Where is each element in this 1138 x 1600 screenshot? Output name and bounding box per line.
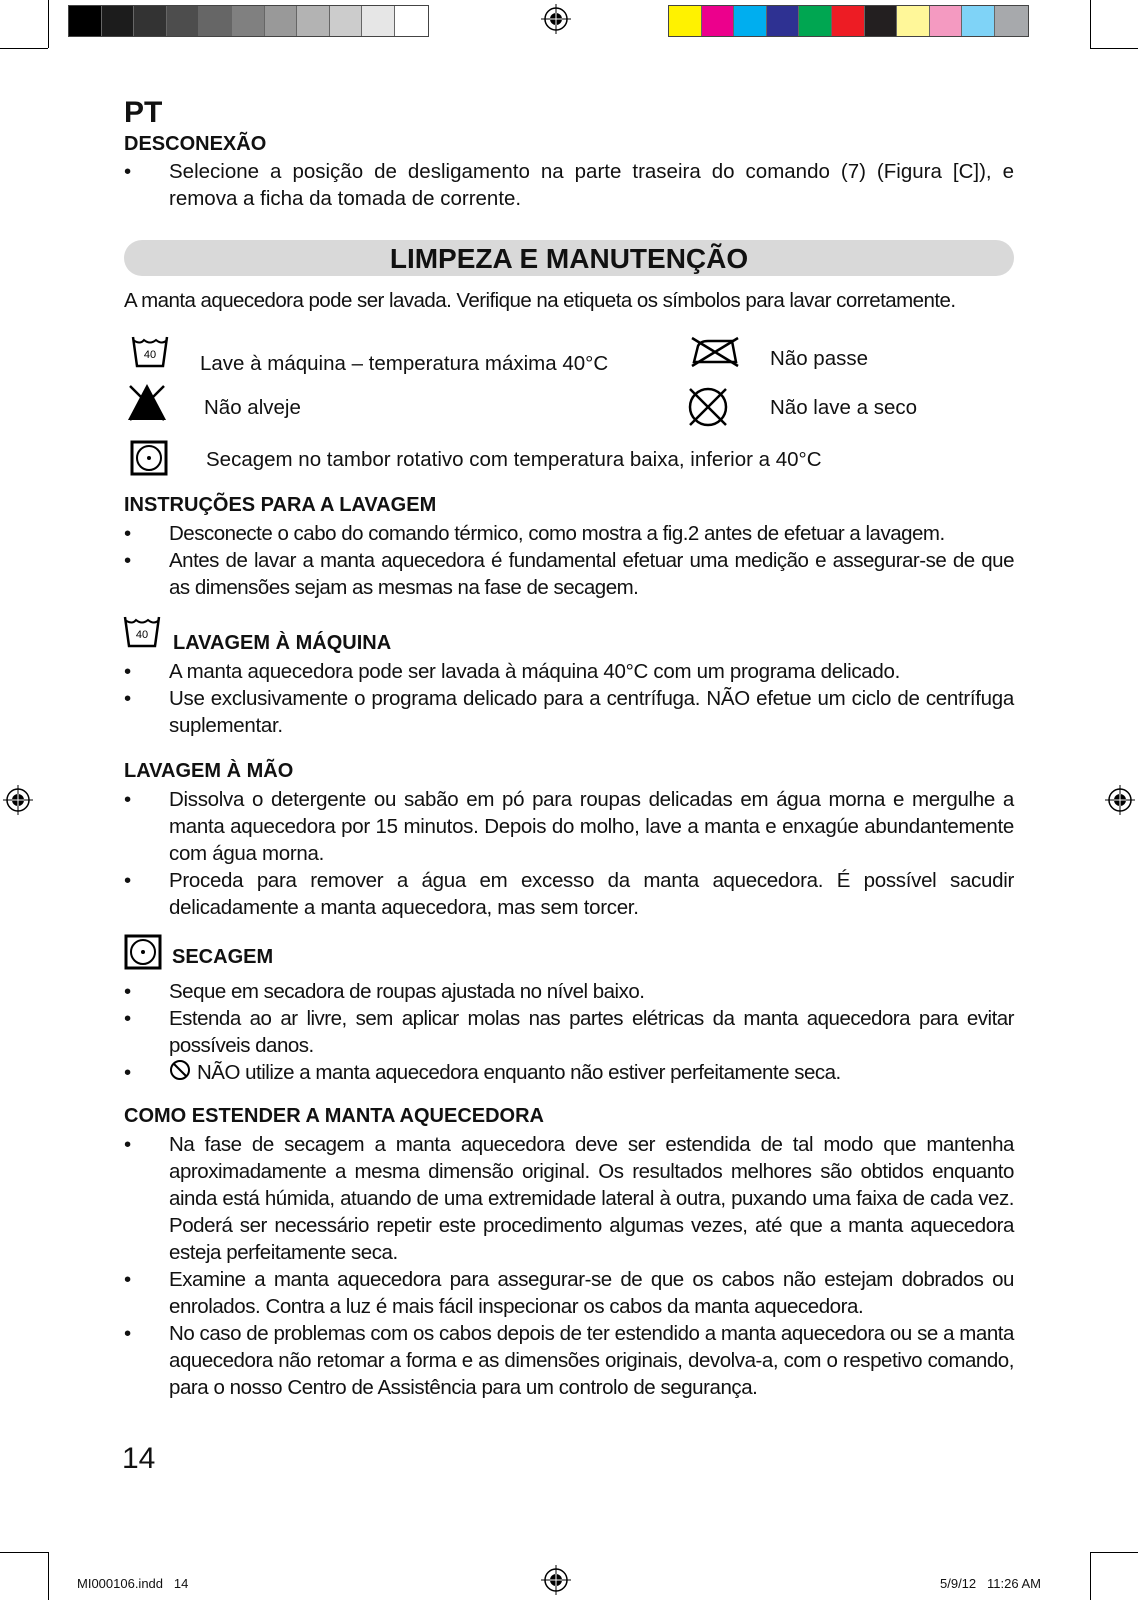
disconnect-list xyxy=(124,158,1014,212)
list-item: • Proceda para remover a água em excesso da manta aquecedora. É possível sacudir delicadamente a manta aquecedora, mas sem torcer. xyxy=(124,869,1014,919)
list-item: • Dissolva o detergente ou sabão em pó para roupas delicadas em água morna e mergulhe a manta aquecedora por 15 minutos. Depois do molho, lave a manta e enxagúe abundantemente com água morna. xyxy=(124,788,1014,865)
footer-file: MI000106.indd 14 xyxy=(77,1576,189,1591)
list-item: • A manta aquecedora pode ser lavada à máquina 40°C com um programa delicado. xyxy=(124,660,900,683)
gray-swatch xyxy=(265,6,298,36)
crop-mark xyxy=(1090,1552,1091,1600)
no-dryclean-icon xyxy=(686,386,730,428)
crop-mark xyxy=(48,1552,49,1600)
section-heading-spread: COMO ESTENDER A MANTA AQUECEDORA xyxy=(124,1105,544,1127)
tumble-dry-low-icon xyxy=(130,440,168,476)
color-swatch xyxy=(669,6,702,36)
crop-mark xyxy=(1090,1552,1138,1553)
color-swatch xyxy=(767,6,800,36)
color-swatch xyxy=(799,6,832,36)
registration-mark-icon xyxy=(3,785,33,815)
color-bar xyxy=(668,5,1029,37)
crop-mark xyxy=(0,48,48,49)
crop-mark xyxy=(1090,0,1091,48)
drying-list xyxy=(124,978,1014,1086)
gray-swatch xyxy=(330,6,363,36)
tumble-dry-low-icon xyxy=(124,934,162,970)
color-swatch xyxy=(832,6,865,36)
gray-swatch xyxy=(297,6,330,36)
color-swatch xyxy=(865,6,898,36)
registration-mark-icon xyxy=(541,1565,571,1595)
gray-swatch xyxy=(362,6,395,36)
list-item: • Use exclusivamente o programa delicado para a centrífuga. NÃO efetue um ciclo de centrífuga suplementar. xyxy=(124,687,1014,737)
color-swatch xyxy=(702,6,735,36)
list-item: • Examine a manta aquecedora para assegurar-se de que os cabos não estejam dobrados ou enrolados. Contra a luz é mais fácil inspecionar os cabos da manta aquecedora. xyxy=(124,1268,1014,1318)
care-label-no-iron: Não passe xyxy=(770,347,869,370)
gray-swatch xyxy=(395,6,428,36)
prohibited-icon xyxy=(169,1059,191,1081)
section-heading-drying: SECAGEM xyxy=(172,946,274,968)
color-swatch xyxy=(962,6,995,36)
machine-wash-list xyxy=(124,658,1014,739)
crop-mark xyxy=(48,0,49,48)
section-banner: LIMPEZA E MANUTENÇÃO xyxy=(124,240,1014,276)
svg-text:40: 40 xyxy=(143,349,157,361)
gray-swatch xyxy=(232,6,265,36)
list-item: • Seque em secadora de roupas ajustada no nível baixo. xyxy=(124,980,645,1003)
wash-40-icon xyxy=(130,334,170,370)
no-bleach-icon xyxy=(126,382,168,422)
gray-swatch xyxy=(199,6,232,36)
grayscale-bar xyxy=(68,5,429,37)
care-label-wash: Lave à máquina – temperatura máxima 40°C xyxy=(200,352,609,375)
section-heading-disconnect: DESCONEXÃO xyxy=(124,133,267,155)
section-heading-machine-wash: LAVAGEM À MÁQUINA xyxy=(173,632,392,654)
color-swatch xyxy=(930,6,963,36)
language-code: PT xyxy=(124,96,163,129)
list-item: • Antes de lavar a manta aquecedora é fundamental efetuar uma medição e assegurar-se de que as dimensões sejam as mesmas na fase de secagem. xyxy=(124,549,1014,599)
crop-mark xyxy=(0,1552,48,1553)
section-heading-hand-wash: LAVAGEM À MÃO xyxy=(124,760,294,782)
care-label-no-dryclean: Não lave a seco xyxy=(770,396,918,419)
gray-swatch xyxy=(134,6,167,36)
hand-wash-list xyxy=(124,786,1014,921)
color-swatch xyxy=(897,6,930,36)
section-heading-instructions: INSTRUÇÕES PARA A LAVAGEM xyxy=(124,494,437,516)
no-iron-icon xyxy=(688,336,740,368)
footer-date: 5/9/12 11:26 AM xyxy=(940,1576,1041,1591)
care-label-no-bleach: Não alveje xyxy=(204,396,301,419)
list-item: • Estenda ao ar livre, sem aplicar molas nas partes elétricas da manta aquecedora para evitar possíveis danos. xyxy=(124,1007,1014,1057)
registration-mark-icon xyxy=(541,4,571,34)
gray-swatch xyxy=(69,6,102,36)
list-item: • Selecione a posição de desligamento na parte traseira do comando (7) (Figura [C]), e remova a ficha da tomada de corrente. xyxy=(124,160,1014,210)
color-swatch xyxy=(734,6,767,36)
care-label-tumble: Secagem no tambor rotativo com temperatura baixa, inferior a 40°C xyxy=(206,448,822,471)
list-item: • No caso de problemas com os cabos depois de ter estendido a manta aquecedora ou se a manta aquecedora não retomar a forma e as dimensões originais, devolva-a, com o respetivo comando, para o nosso Centro de Assistência para um controlo de segurança. xyxy=(124,1322,1014,1399)
list-item: • Desconecte o cabo do comando térmico, como mostra a fig.2 antes de efetuar a lavagem. xyxy=(124,522,945,545)
crop-mark xyxy=(1090,48,1138,49)
spread-list xyxy=(124,1131,1014,1401)
wash-40-icon xyxy=(122,614,162,650)
list-item: • Na fase de secagem a manta aquecedora deve ser estendida de tal modo que mantenha aproximadamente a mesma dimensão original. Os resultados melhores são obtidos enquanto ainda está húmida, atuando de uma extremidade lateral à outra, puxando uma faixa de cada vez. Poderá ser necessário repetir este procedimento algumas vezes, até que a manta aquecedora esteja perfeitamente seca. xyxy=(124,1133,1014,1264)
gray-swatch xyxy=(167,6,200,36)
registration-mark-icon xyxy=(1105,785,1135,815)
instructions-list xyxy=(124,520,1014,601)
svg-text:40: 40 xyxy=(135,629,149,641)
intro-text: A manta aquecedora pode ser lavada. Verifique na etiqueta os símbolos para lavar corretamente. xyxy=(124,289,956,312)
list-item: • NÃO utilize a manta aquecedora enquanto não estiver perfeitamente seca. xyxy=(124,1061,841,1084)
color-swatch xyxy=(995,6,1028,36)
gray-swatch xyxy=(102,6,135,36)
page-number: 14 xyxy=(122,1442,156,1475)
